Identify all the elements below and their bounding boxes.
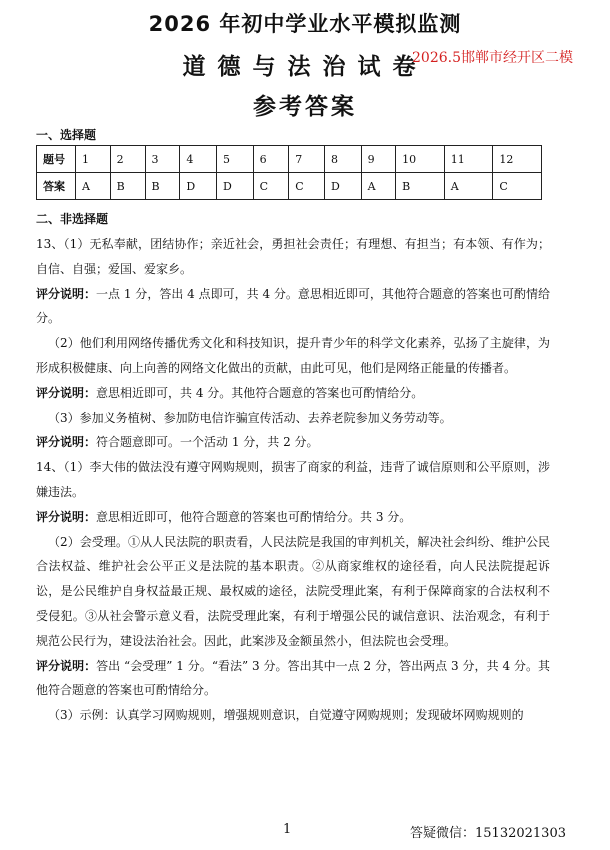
- answer-cell: A: [76, 173, 111, 200]
- answer-cell: B: [396, 173, 445, 200]
- section-title-non-choice: 二、非选择题: [36, 212, 109, 226]
- answer-paragraph: [36, 232, 550, 282]
- paragraph-label: 评分说明：: [36, 385, 97, 400]
- paragraph-text: 符合题意即可。一个活动 1 分，共 2 分。: [96, 435, 319, 450]
- answer-paragraph: [36, 703, 550, 728]
- question-number: 9: [361, 146, 396, 173]
- paragraph-text: （3）示例：认真学习网购规则，增强规则意识，自觉遵守网购规则；发现破坏网购规则的: [48, 708, 524, 723]
- answer-paragraph: [36, 406, 550, 431]
- question-number: 10: [396, 146, 445, 173]
- answer-table: [36, 145, 542, 200]
- question-number: 5: [217, 146, 254, 173]
- question-number: 2: [110, 146, 145, 173]
- paragraph-text: 14、（1）李大伟的做法没有遵守网购规则，损害了商家的利益，违背了诚信原则和公平原则，涉嫌违法。: [36, 460, 550, 499]
- row-header-number: 题号: [37, 146, 76, 173]
- question-number: 12: [493, 146, 542, 173]
- contact-wechat: 答疑微信：15132021303: [410, 826, 566, 841]
- paragraph-label: 评分说明：: [36, 658, 97, 673]
- question-number: 1: [76, 146, 111, 173]
- question-number: 6: [253, 146, 289, 173]
- paragraph-text: 意思相近即可，他符合题意的答案也可酌情给分。共 3 分。: [96, 509, 412, 524]
- paragraph-text: （2）他们利用网络传播优秀文化和科技知识，提升青少年的科学文化素养，弘扬了主旋律，为形成积极健康、向上向善的网络文化做出的贡献，由此可见，他们是网络正能量的传播者。: [36, 336, 550, 375]
- answer-paragraph: [36, 455, 550, 505]
- answer-paragraph: [36, 331, 550, 381]
- question-number: 7: [289, 146, 325, 173]
- section-title-choice: 一、选择题: [36, 128, 97, 142]
- paragraph-text: 意思相近即可，共 4 分。其他符合题意的答案也可酌情给分。: [96, 385, 424, 400]
- paragraph-text: （3）参加义务植树、参加防电信诈骗宣传活动、去养老院参加义务劳动等。: [48, 410, 452, 425]
- answer-cell: C: [289, 173, 325, 200]
- paragraph-text: 答出 “会受理” 1 分。“看法” 3 分。答出其中一点 2 分，答出两点 3 分，共 4 分。其他符合题意的答案也可酌情给分。: [36, 658, 550, 698]
- answer-row: [37, 173, 542, 200]
- title-line-3: 参考答案: [253, 93, 357, 120]
- scoring-note: [36, 430, 550, 455]
- paragraph-text: 一点 1 分，答出 4 点即可，共 4 分。意思相近即可，其他符合题意的答案也可酌情给分。: [36, 286, 550, 326]
- answer-cell: A: [444, 173, 493, 200]
- answer-cell: C: [253, 173, 289, 200]
- scoring-note: [36, 282, 550, 332]
- row-header-answer: 答案: [37, 173, 76, 200]
- question-number-row: [37, 146, 542, 173]
- answer-cell: D: [324, 173, 361, 200]
- answer-cell: D: [180, 173, 217, 200]
- paragraph-text: （2）会受理。①从人民法院的职责看，人民法院是我国的审判机关，解决社会纠纷、维护公民合法权益、维护社会公平正义是法院的基本职责。②从商家维权的途径看，向人民法院提起诉讼，是公民维护自身权益最正规、最权威的途径，法院受理此案，有利于保障商家的合法权利不受侵犯。③从社会警示意义看，法院受理此案，有利于增强公民的诚信意识、法治观念，有利于规范公民行为，建设法治社会。因此，此案涉及金额虽然小，但法院也会受理。: [36, 534, 550, 648]
- paragraph-label: 评分说明：: [36, 435, 97, 450]
- page-number: 1: [283, 822, 292, 837]
- scoring-note: [36, 505, 550, 530]
- question-number: 11: [444, 146, 493, 173]
- answer-cell: D: [217, 173, 254, 200]
- paragraph-label: 评分说明：: [36, 509, 97, 524]
- scoring-note: [36, 654, 550, 704]
- paragraph-label: 评分说明：: [36, 286, 97, 301]
- question-number: 8: [324, 146, 361, 173]
- answer-cell: B: [110, 173, 145, 200]
- title-line-2: 道德与法治试卷: [182, 53, 428, 80]
- answer-cell: A: [361, 173, 396, 200]
- title-line-1: 2026 年初中学业水平模拟监测: [148, 12, 462, 36]
- exam-source-tag: 2026.5邯郸市经开区二模: [412, 50, 573, 66]
- scoring-note: [36, 381, 550, 406]
- answer-body: [36, 232, 550, 728]
- answer-cell: C: [493, 173, 542, 200]
- answer-cell: B: [145, 173, 180, 200]
- paragraph-text: 13、（1）无私奉献，团结协作；亲近社会，勇担社会责任；有理想、有担当；有本领、有作为；自信、自强；爱国、爱家乡。: [36, 237, 550, 276]
- answer-paragraph: [36, 530, 550, 654]
- question-number: 3: [145, 146, 180, 173]
- question-number: 4: [180, 146, 217, 173]
